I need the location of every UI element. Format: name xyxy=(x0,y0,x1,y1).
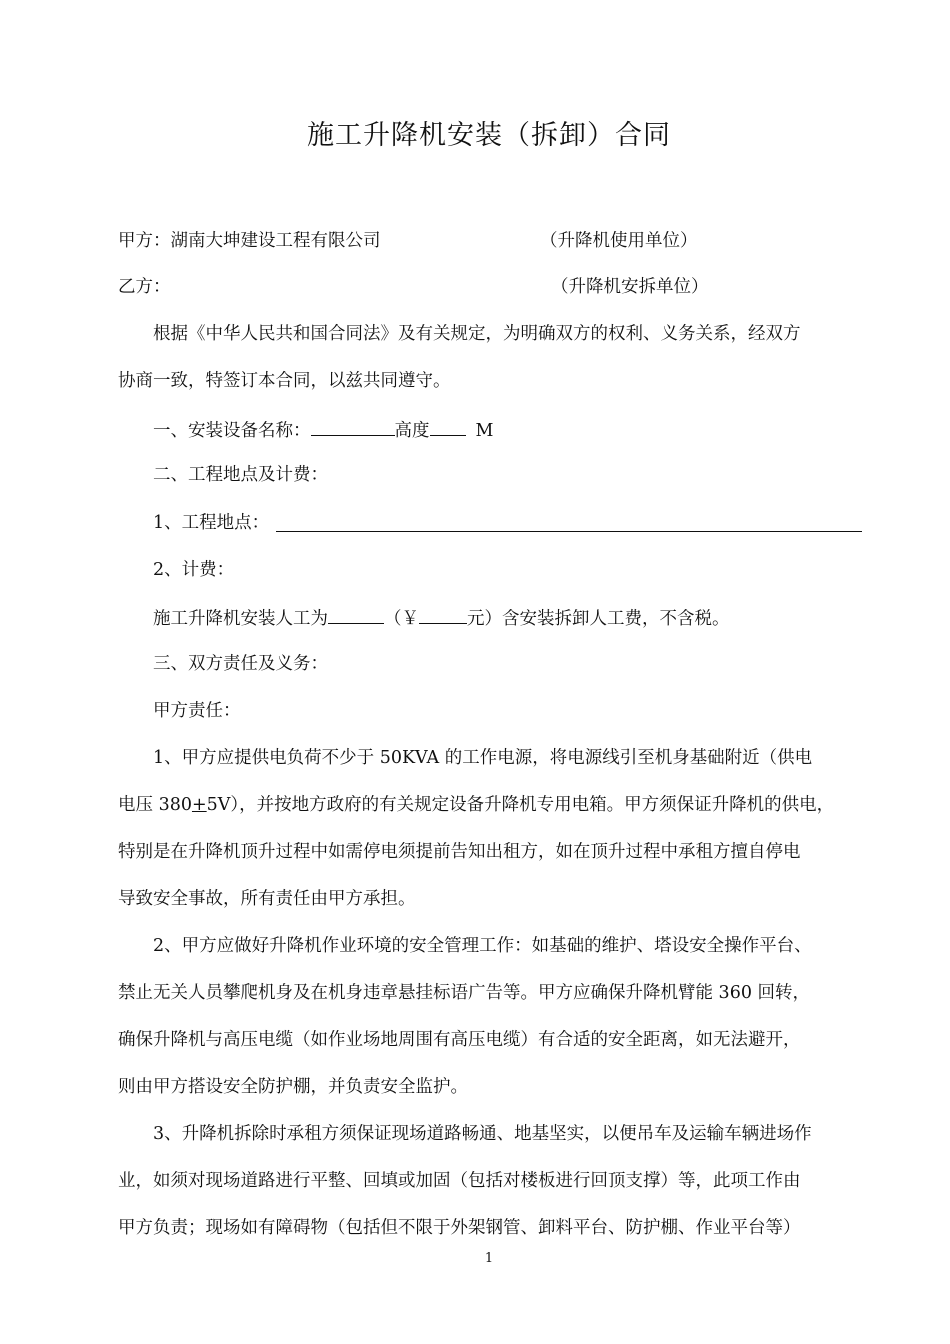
height-blank xyxy=(430,417,466,436)
party-b-role: （升降机安拆单位） xyxy=(551,277,709,297)
item-1-line-2 xyxy=(118,793,834,817)
item-1-line-3: 特别是在升降机顶升过程中如需停电须提前告知出租方，如在顶升过程中承租方擅自停电 xyxy=(118,842,801,862)
item-1-line-2-rest: 5V），并按地方政府的有关规定设备升降机专用电箱。甲方须保证升降机的供电， xyxy=(206,795,835,815)
equipment-name-label: 一、安装设备名称： xyxy=(153,421,311,441)
fee-label: 2、计费： xyxy=(153,560,235,580)
item-3-line-2: 业，如须对现场道路进行平整、回填或加固（包括对楼板进行回顶支撑）等，此项工作由 xyxy=(118,1171,801,1191)
party-a-label: 甲方： xyxy=(118,231,171,251)
party-b-label: 乙方： xyxy=(118,277,171,297)
equipment-name-blank xyxy=(311,417,395,436)
fee-line xyxy=(153,605,730,631)
item-2-line-1: 2、甲方应做好升降机作业环境的安全管理工作：如基础的维护、塔设安全操作平台、 xyxy=(153,936,812,956)
section-2-heading: 二、工程地点及计费： xyxy=(153,465,328,485)
intro-line-2: 协商一致，特签订本合同，以兹共同遵守。 xyxy=(118,371,451,391)
fee-yen-open: （￥ xyxy=(384,609,419,629)
site-line xyxy=(153,511,269,535)
party-a-role: （升降机使用单位） xyxy=(540,231,698,251)
item-3-line-1: 3、升降机拆除时承租方须保证现场道路畅通、地基坚实，以便吊车及运输车辆进场作 xyxy=(153,1124,812,1144)
voltage-plus-minus: + xyxy=(191,795,207,815)
item-1-line-4: 导致安全事故，所有责任由甲方承担。 xyxy=(118,889,416,909)
party-a-line xyxy=(118,229,381,253)
document-title: 施工升降机安装（拆卸）合同 xyxy=(307,120,671,151)
item-1-line-1: 1、甲方应提供电负荷不少于 50KVA 的工作电源，将电源线引至机身基础附近（供电 xyxy=(153,748,813,768)
voltage-prefix: 电压 380 xyxy=(118,795,192,815)
party-a-name: 湖南大坤建设工程有限公司 xyxy=(170,231,381,251)
fee-suffix: 元）含安装拆卸人工费，不含税。 xyxy=(467,609,730,629)
page-number: 1 xyxy=(484,1251,494,1266)
height-unit: M xyxy=(475,421,494,441)
fee-prefix: 施工升降机安装人工为 xyxy=(153,609,328,629)
party-a-duties-heading: 甲方责任： xyxy=(153,701,241,721)
intro-line-1: 根据《中华人民共和国合同法》及有关规定，为明确双方的权利、义务关系，经双方 xyxy=(153,324,801,344)
height-label: 高度 xyxy=(394,421,430,441)
fee-amount-blank xyxy=(328,605,384,624)
site-label: 1、工程地点： xyxy=(153,513,270,533)
site-blank xyxy=(276,531,862,532)
item-3-line-3: 甲方负责；现场如有障碍物（包括但不限于外架钢管、卸料平台、防护棚、作业平台等） xyxy=(118,1218,801,1238)
section-1-line xyxy=(153,417,493,443)
item-2-line-2: 禁止无关人员攀爬机身及在机身违章悬挂标语广告等。甲方应确保升降机臂能 360 回转， xyxy=(118,983,811,1003)
item-2-line-3: 确保升降机与高压电缆（如作业场地周围有高压电缆）有合适的安全距离，如无法避开， xyxy=(118,1030,801,1050)
item-2-line-4: 则由甲方搭设安全防护棚，并负责安全监护。 xyxy=(118,1077,468,1097)
fee-yen-blank xyxy=(419,605,467,624)
section-3-heading: 三、双方责任及义务： xyxy=(153,654,328,674)
